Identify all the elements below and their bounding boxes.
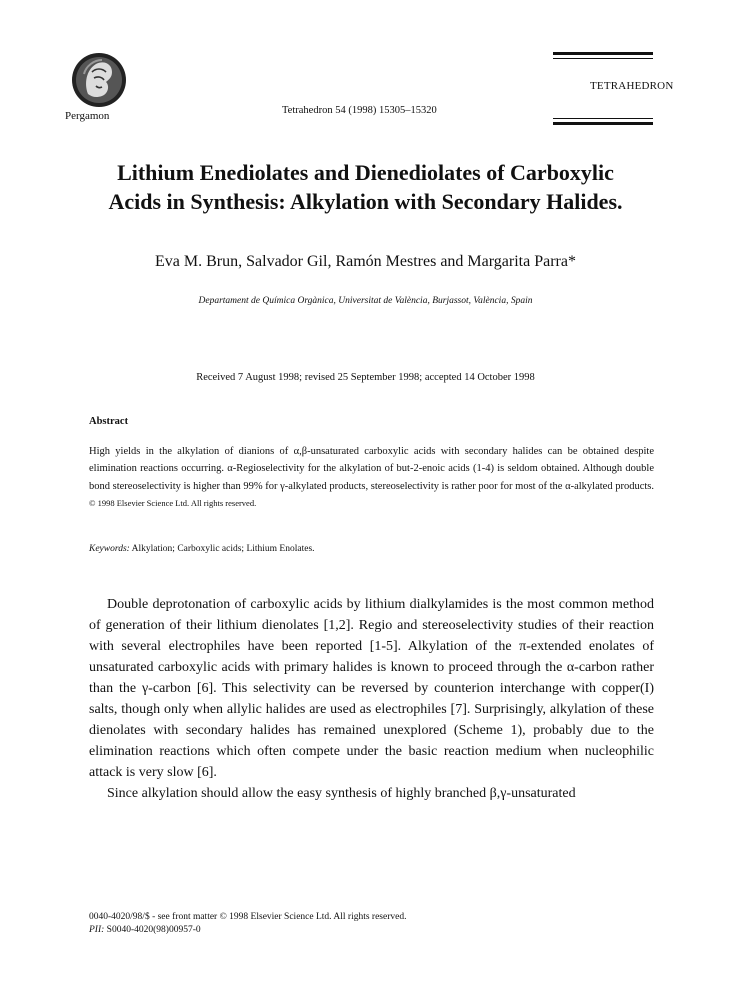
journal-citation: Tetrahedron 54 (1998) 15305–15320 [282,105,437,116]
footer-copyright: 0040-4020/98/$ - see front matter © 1998 Elsevier Science Ltd. All rights reserved. [89,912,407,922]
abstract-copyright: © 1998 Elsevier Science Ltd. All rights reserved. [89,498,257,509]
received-dates: Received 7 August 1998; revised 25 September 1998; accepted 14 October 1998 [196,372,535,383]
pii-label: PII: [89,925,105,935]
header-rule-bottom-thin [553,118,653,119]
keywords [89,544,315,554]
header-rule-top-thin [553,58,653,59]
title-line-1: Lithium Enediolates and Dienediolates of Carboxylic [117,160,614,185]
abstract-body [89,443,654,513]
abstract-heading: Abstract [89,416,129,427]
pergamon-logo-icon [66,50,132,110]
keywords-text: Alkylation; Carboxylic acids; Lithium Enolates. [131,544,315,554]
footer [89,911,406,937]
keywords-label: Keywords: [89,544,130,554]
header-rule-bottom-thick [553,122,653,125]
main-text [89,594,654,804]
pii-value: S0040-4020(98)00957-0 [106,925,201,935]
title-line-2: Acids in Synthesis: Alkylation with Secondary Halides. [108,189,623,214]
header-rule-top-thick [553,52,653,55]
authors: Eva M. Brun, Salvador Gil, Ramón Mestres and Margarita Parra* [155,253,576,270]
abstract-text: High yields in the alkylation of dianions of α,β-unsaturated carboxylic acids with secondary halides can be obtained despite elimination reactions occurring. α-Regioselectivity for the alkylation of but-2-enoic acids (1-4) is seldom obtained. Although double bond stereoselectivity is higher than 99% for γ-alkylated products, stereoselectivity is rather poor for most of the α-alkylated products. [89,446,654,492]
publisher-name: Pergamon [65,110,110,122]
article-title [0,158,731,216]
affiliation: Departament de Química Orgànica, Universitat de València, Burjassot, València, Spain [198,296,533,306]
footer-pii [89,924,406,937]
body-paragraph-1: Double deprotonation of carboxylic acids by lithium dialkylamides is the most common method of generation of their lithium dienolates [1,2]. Regio and stereoselectivity studies of their reaction with several electrophiles have been reported [1-5]. Alkylation of the π-extended enolates of unsaturated carboxylic acids with primary halides is known to proceed through the α-carbon rather than the γ-carbon [6]. This selectivity can be reversed by counterion interchange with copper(I) salts, though only when allylic halides are used as electrophiles [7]. Surprisingly, alkylation of these dienolates with secondary halides has remained unexplored (Scheme 1), probably due to the elimination reactions which often compete under the basic reaction medium when nucleophilic attack is very slow [6]. [89,597,654,780]
journal-name: TETRAHEDRON [590,80,674,92]
body-paragraph-2: Since alkylation should allow the easy synthesis of highly branched β,γ-unsaturated [107,786,576,801]
